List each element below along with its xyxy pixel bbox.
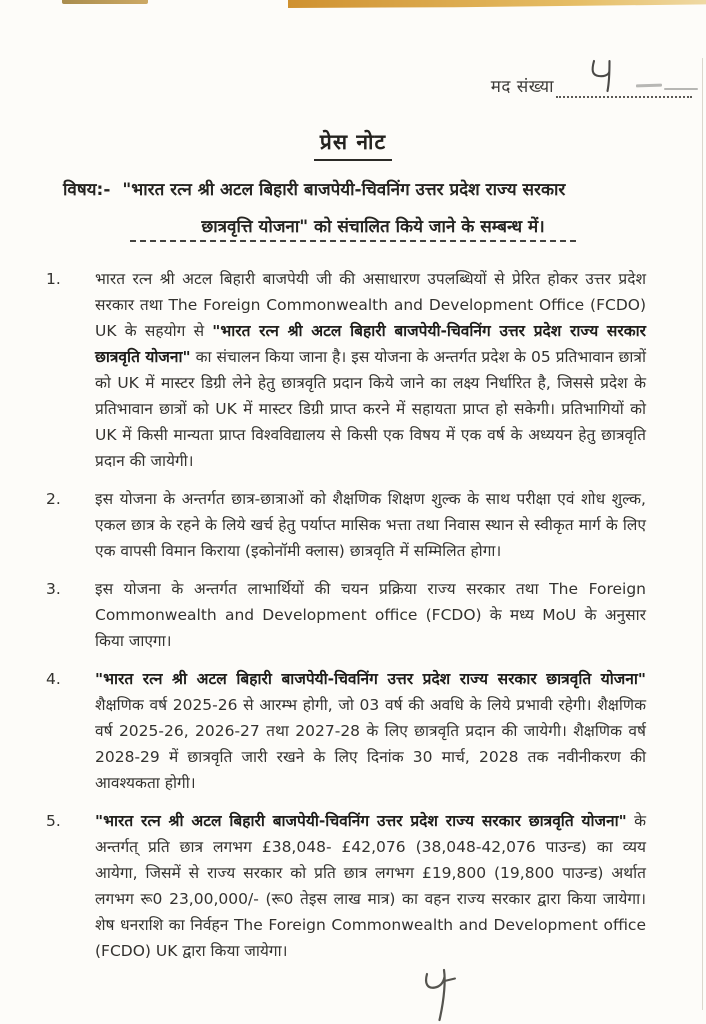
item-number-row <box>491 74 692 98</box>
paragraph-number: 2. <box>46 490 61 508</box>
paragraph-4 <box>46 666 646 796</box>
subject-label: विषय:- <box>63 180 111 200</box>
subject-block <box>0 172 706 246</box>
item-number-label: मद संख्या <box>490 77 554 97</box>
body-paragraphs <box>0 266 706 976</box>
page-title: प्रेस नोट <box>314 128 392 161</box>
paragraph-number: 4. <box>46 670 61 688</box>
page-title-wrap <box>0 128 706 161</box>
paragraph-1 <box>46 266 646 474</box>
text-segment-bold: "भारत रत्न श्री अटल बिहारी बाजपेयी-चिवनिंग उत्तर प्रदेश राज्य सरकार छात्रवृति योजना" <box>95 812 627 830</box>
paragraph-number: 3. <box>46 580 61 598</box>
paragraph-number: 1. <box>46 270 61 288</box>
text-segment-bold: "भारत रत्न श्री अटल बिहारी बाजपेयी-चिवनिंग उत्तर प्रदेश राज्य सरकार छात्रवृति योजना" <box>95 322 646 366</box>
paragraph-3 <box>46 576 646 654</box>
text-segment: के अन्तर्गत् प्रति छात्र लगभग £38,048- £42,076 (38,048-42,076 पाउन्ड) का व्यय आयेगा, जिसमें से राज्य सरकार को प्रति छात्र लगभग £19,800 (19,800 पाउन्ड) अर्थात लगभग रू0 23,00,000/- (रू0 तेइस लाख मात्र) का वहन राज्य सरकार द्वारा किया जायेगा। शेष धनराशि का निर्वहन The Foreign Commonwealth and Development office (FCDO) UK द्वारा किया जायेगा। <box>95 812 646 960</box>
dashed-separator <box>130 240 576 242</box>
scan-tape-strip-left <box>62 0 148 4</box>
paragraph-5 <box>46 808 646 964</box>
text-segment: इस योजना के अन्तर्गत लाभार्थियों की चयन प्रक्रिया राज्य सरकार तथा The Foreign Commonwealth and Development office (FCDO) के मध्य MoU के अनुसार किया जाएगा। <box>95 580 646 650</box>
text-segment: शैक्षणिक वर्ष 2025-26 से आरम्भ होगी, जो 03 वर्ष की अवधि के लिये प्रभावी रहेगी। शैक्षणिक वर्ष 2025-26, 2026-27 तथा 2027-28 के लिए छात्रवृति प्रदान की जायेगी। शैक्षणिक वर्ष 2028-29 में छात्रवृति जारी रखने के लिए दिनांक 30 मार्च, 2028 तक नवीनीकरण की आवश्यकता होगी। <box>95 696 646 792</box>
paragraph-number: 5. <box>46 812 61 830</box>
text-segment-bold: "भारत रत्न श्री अटल बिहारी बाजपेयी-चिवनिंग उत्तर प्रदेश राज्य सरकार छात्रवृति योजना" <box>95 670 646 688</box>
scan-tape-strip-right <box>288 0 706 8</box>
subject-text-line1: "भारत रत्न श्री अटल बिहारी बाजपेयी-चिवनिंग उत्तर प्रदेश राज्य सरकार <box>122 180 566 200</box>
text-segment: भारत रत्न श्री अटल बिहारी बाजपेयी जी की असाधारण उपलब्धियों से प्रेरित होकर उत्तर प्रदेश सरकार तथा The Foreign Commonwealth and Development Office (FCDO) UK के सहयोग से <box>95 270 646 340</box>
handwritten-item-number <box>586 58 620 94</box>
text-segment: का संचालन किया जाना है। इस योजना के अन्तर्गत प्रदेश के 05 प्रतिभावान छात्रों को UK में मास्टर डिग्री लेने हेतु छात्रवृति प्रदान किये जाने का लक्ष्य निर्धारित है, जिससे प्रदेश के प्रतिभावान छात्रों को UK में मास्टर डिग्री प्राप्त करने में सहायता प्राप्त हो सकेगी। प्रतिभागियों को UK में किसी मान्यता प्राप्त विश्वविद्यालय से किसी एक विषय में एक वर्ष के अध्ययन हेतु छात्रवृति प्रदान की जायेगी। <box>95 348 646 470</box>
subject-line-1 <box>0 172 706 209</box>
paragraph-2 <box>46 486 646 564</box>
subject-text-line2: छात्रवृत्ति योजना" को संचालित किये जाने के सम्बन्ध में। <box>201 217 545 237</box>
dotted-leader-line <box>556 76 692 98</box>
text-segment: इस योजना के अन्तर्गत छात्र-छात्राओं को शैक्षणिक शिक्षण शुल्क के साथ परीक्षा एवं शोध शुल्क, एकल छात्र के रहने के लिये खर्च हेतु पर्याप्त मासिक भत्ता तथा निवास स्थान से स्वीकृत मार्ग के लिए एक वापसी विमान किराया (इकोनॉमी क्लास) छात्रवृति में सम्मिलित होगा। <box>95 490 646 560</box>
handwritten-page-mark <box>416 966 462 1022</box>
